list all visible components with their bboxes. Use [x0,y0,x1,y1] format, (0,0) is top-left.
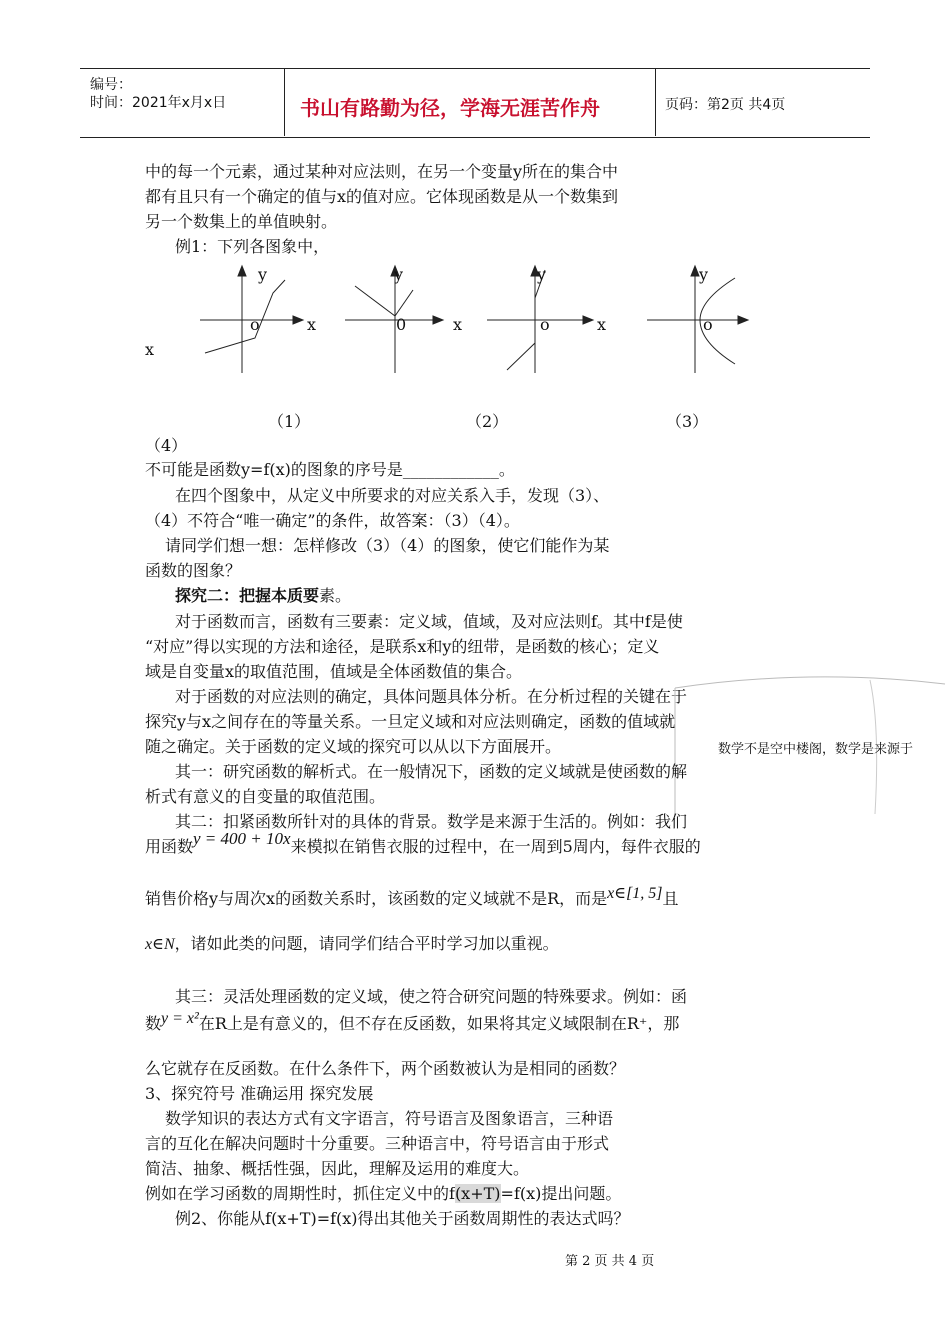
body-line: 另一个数集上的单值映射。 [145,212,338,231]
paragraph-line: 探究y与x之间存在的等量关系。一旦定义域和对应法则确定，函数的值域就 [145,712,676,731]
figure-caption-4: （4） [145,436,188,455]
graph-4-y-label: y [699,265,709,284]
figure-caption-1: （1） [268,412,311,431]
figure-caption-3: （3） [666,412,709,431]
paragraph-line: 其一：研究函数的解析式。在一般情况下，函数的定义域就是使函数的解 [175,762,688,781]
paragraph-line [145,1182,621,1206]
page-footer: 第 2 页 共 4 页 [565,1254,655,1269]
answer-line: （4）不符合“唯一确定”的条件，故答案：（3）（4）。 [145,511,520,530]
text-span: =f(x)提出问题。 [500,1184,622,1203]
margin-comment-text: 数学不是空中楼阁，数学是来源于 [718,742,914,757]
paragraph-line [145,829,701,859]
stray-x-label: x [145,340,155,359]
formula-natural: x∈N [145,936,175,953]
paragraph-line: 么它就存在反函数。在什么条件下，两个函数被认为是相同的函数？ [145,1059,626,1078]
graph-1-x-label: x [307,315,317,334]
text-span: ，诸如此类的问题，请同学们结合平时学习加以重视。 [174,934,559,953]
body-line: 都有且只有一个确定的值与x的值对应。它体现函数是从一个数集到 [145,187,619,206]
graphs-figure [195,258,755,378]
paragraph-line: 言的互化在解决问题时十分重要。三种语言中，符号语言由于形式 [145,1134,610,1153]
section-heading-tail: 素。 [319,586,352,605]
question-text: 不可能是函数y=f(x)的图象的序号是____________。 [145,460,515,479]
paragraph-line: “对应”得以实现的方法和途径，是联系x和y的纽带，是函数的核心；定义 [145,637,660,656]
header-number: 编号： [90,77,132,93]
text-span: 且 [662,889,679,908]
section-heading-3: 3、探究符号 准确运用 探究发展 [145,1084,374,1103]
answer-line: 在四个图象中，从定义中所要求的对应关系入手，发现（3）、 [175,486,610,505]
graph-4 [647,266,748,373]
text-span: 在R上是有意义的，但不存在反函数，如果将其定义域限制在R⁺，那 [198,1014,680,1033]
graph-3-origin: o [540,315,550,334]
paragraph-line: 简洁、抽象、概括性强，因此，理解及运用的难度大。 [145,1159,530,1178]
paragraph-line: 对于函数的对应法则的确定，具体问题具体分析。在分析过程的关键在于 [175,687,688,706]
header-divider [655,68,656,136]
paragraph-line: 数学知识的表达方式有文字语言，符号语言及图象语言，三种语 [165,1109,614,1128]
header-page: 页码：第2页 共4页 [665,97,786,113]
paragraph-line: 对于函数而言，函数有三要素：定义域，值域，及对应法则f。其中f是使 [175,612,683,631]
text-span: 用函数 [145,837,194,856]
graph-1-origin: o [250,315,260,334]
section-heading-bold: 探究二：把握本质要 [175,586,320,605]
text-span: 数 [145,1014,162,1033]
paragraph-line: 其二：扣紧函数所针对的具体的背景。数学是来源于生活的。例如：我们 [175,812,688,831]
graph-2-x-label: x [453,315,463,334]
formula-square: y = x² [161,1010,199,1027]
paragraph-line: 域是自变量x的取值范围，值域是全体函数值的集合。 [145,662,523,681]
formula-sales: y = 400 + 10x [193,829,291,848]
figure-caption-2: （2） [466,412,509,431]
highlighted-text: (x+T) [454,1184,501,1203]
section-heading-explore2 [175,584,351,608]
text-span: 来模拟在销售衣服的过程中，在一周到5周内，每件衣服的 [290,837,701,856]
paragraph-line [145,1012,679,1037]
paragraph-line: 随之确定。关于函数的定义域的探究可以从以下方面展开。 [145,737,562,756]
example2-title: 例2、你能从f(x+T)=f(x)得出其他关于函数周期性的表达式吗？ [175,1209,630,1228]
graph-1-y-label: y [258,265,268,284]
example1-title: 例1：下列各图象中， [175,237,330,256]
graph-3-x-label: x [597,315,607,334]
paragraph-line: 析式有意义的自变量的取值范围。 [145,787,386,806]
paragraph-line [145,932,559,957]
paragraph-line: 其三：灵活处理函数的定义域，使之符合研究问题的特殊要求。例如：函 [175,987,688,1006]
think-line: 请同学们想一想：怎样修改（3）（4）的图象，使它们能作为某 [165,536,610,555]
graph-4-origin: o [703,315,713,334]
graph-3-y-label: y [537,265,547,284]
text-span: 例如在学习函数的周期性时，抓住定义中的f [145,1184,455,1203]
formula-domain: x∈[1, 5] [607,885,663,902]
graph-2-y-label: y [394,265,404,284]
body-line: 中的每一个元素，通过某种对应法则，在另一个变量y所在的集合中 [145,162,619,181]
header-motto: 书山有路勤为径，学海无涯苦作舟 [300,96,600,120]
header-divider [284,68,285,136]
paragraph-line [145,887,679,912]
graph-2-origin: 0 [396,315,407,334]
header-date: 时间：2021年x月x日 [90,95,227,111]
text-span: 销售价格y与周次x的函数关系时，该函数的定义域就不是R，而是 [145,889,608,908]
think-line: 函数的图象？ [145,561,242,580]
